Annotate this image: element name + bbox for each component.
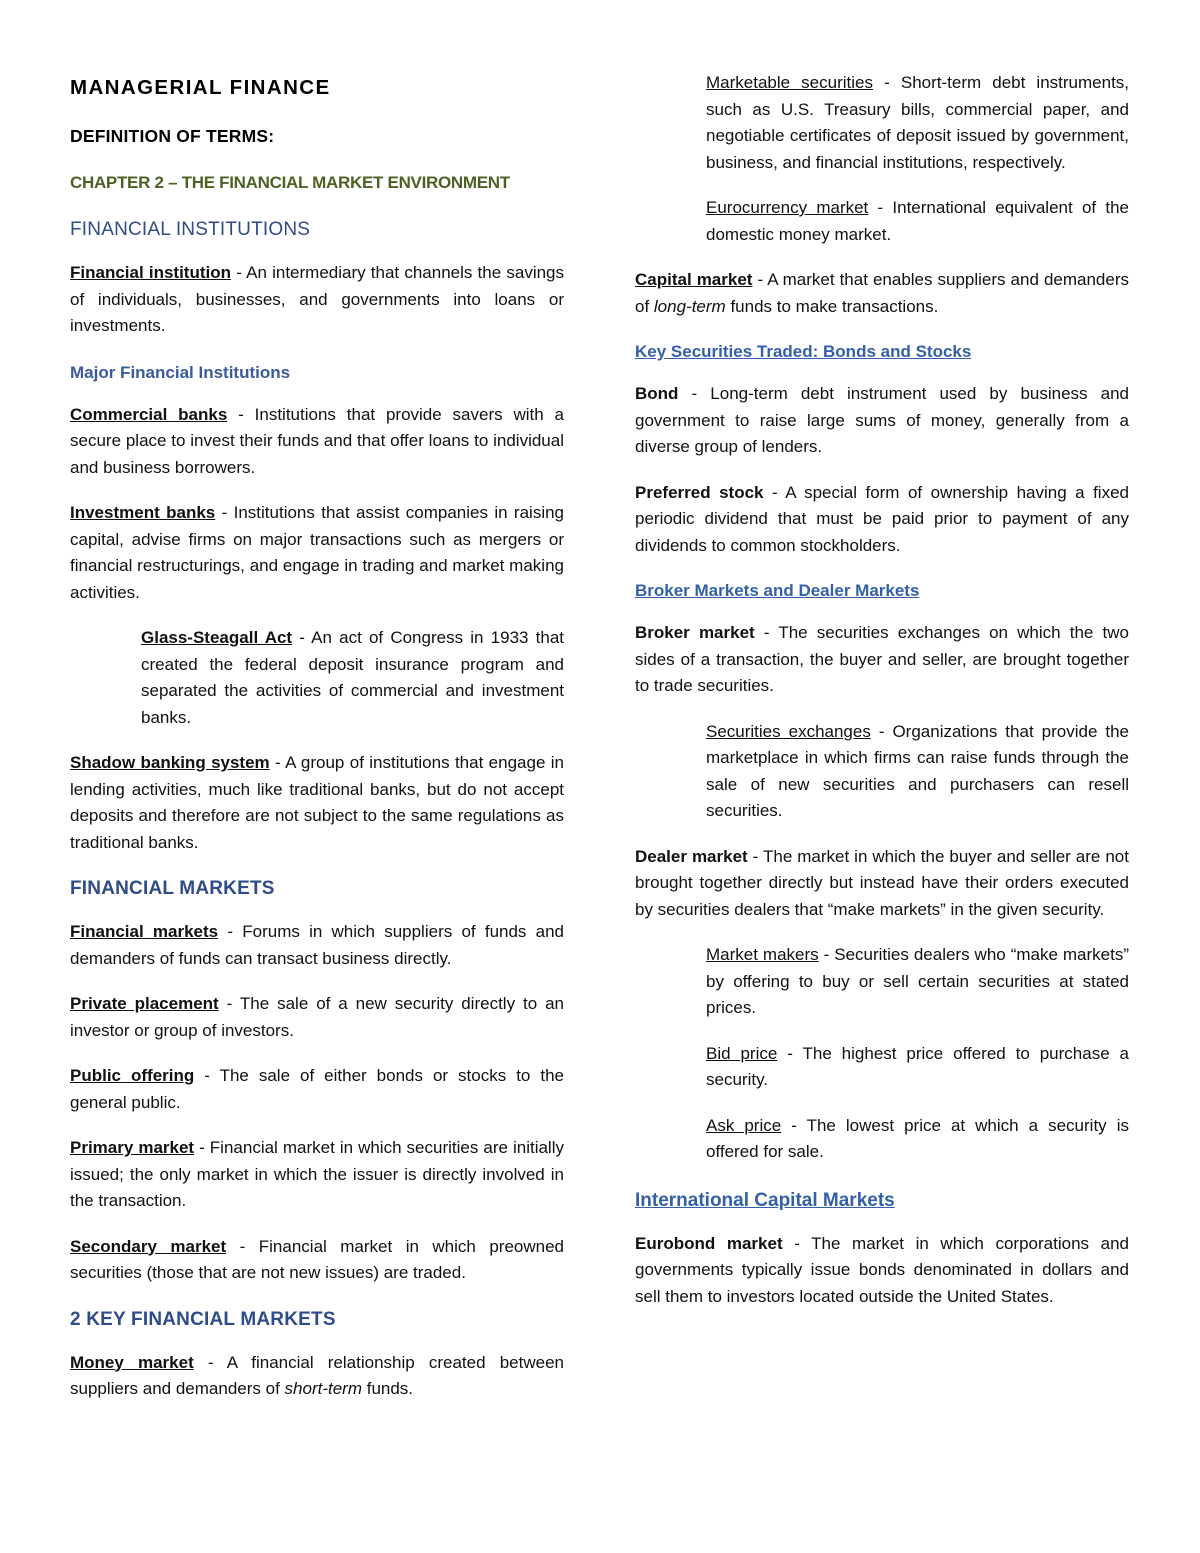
term-label: Financial markets — [70, 922, 219, 941]
term-separator: - — [193, 1352, 227, 1372]
term-definition: The market in which the buyer and seller are not brought together directly but instead have their orders executed by securities dealers that “make markets” in the given security. — [635, 846, 1129, 919]
term-definition: Organizations that provide the marketplace in which firms can raise funds through the sale of new securities and purchasers can resell securities. — [706, 721, 1129, 820]
term-separator: - — [781, 1115, 807, 1135]
definition-bid-price — [706, 1041, 1129, 1094]
term-separator: - — [782, 1233, 812, 1253]
term-separator: - — [218, 994, 240, 1013]
term-definition: An intermediary that channels the savings of individuals, businesses, and governments into loans or investments. — [70, 263, 565, 335]
term-label: Market makers — [706, 945, 819, 964]
document-title: MANAGERIAL FINANCE — [70, 76, 331, 99]
term-label: Primary market — [70, 1138, 195, 1157]
term-definition: The highest price offered to purchase a security. — [706, 1043, 1130, 1089]
term-definition: The lowest price at which a security is offered for sale. — [706, 1115, 1129, 1161]
term-definition: An act of Congress in 1933 that created the federal deposit insurance program and separated the activities of commercial and investment banks. — [141, 628, 564, 727]
term-separator: - — [227, 404, 255, 424]
term-definition: Institutions that provide savers with a secure place to invest their funds and that offer loans to individual and business borrowers. — [70, 404, 565, 477]
definition-commercial-banks — [70, 402, 564, 482]
term-label: Broker market — [635, 623, 755, 642]
term-label: Capital market — [635, 270, 753, 289]
definition-ask-price — [706, 1113, 1129, 1166]
term-label: Money market — [70, 1352, 194, 1372]
term-definition: The sale of a new security directly to an investor or group of investors. — [70, 994, 564, 1040]
term-label: Bond — [635, 384, 679, 403]
definition-bond — [635, 381, 1129, 461]
definition-private-placement — [70, 991, 564, 1044]
term-separator: - — [231, 263, 247, 282]
definition-eurocurrency-market — [706, 195, 1129, 248]
term-separator: - — [873, 73, 901, 92]
term-label: Public offering — [70, 1066, 195, 1085]
term-separator: - — [777, 1043, 803, 1063]
term-label: Private placement — [70, 994, 219, 1013]
term-definition: A special form of ownership having a fixed periodic dividend that must be paid prior to payment of any dividends to common stockholders. — [635, 482, 1129, 555]
term-separator: - — [747, 846, 763, 866]
term-definition: Long-term debt instrument used by business and government to raise large sums of money, generally from a diverse group of lenders. — [635, 384, 1130, 456]
definition-securities-exchanges — [706, 719, 1129, 825]
definition-marketable-securities — [706, 70, 1129, 176]
definition-shadow-banking-system — [70, 750, 564, 856]
term-label: Investment banks — [70, 503, 216, 522]
term-definition-end: funds. — [362, 1379, 414, 1398]
term-emphasis: long-term — [653, 296, 726, 316]
document-subtitle: DEFINITION OF TERMS: — [70, 126, 275, 146]
term-definition: A group of institutions that engage in lending activities, much like traditional banks, but do not accept deposits and therefore are not subject to the same regulations as traditional banks. — [70, 753, 564, 852]
term-definition: Financial market in which preowned securities (those that are not new issues) are traded. — [70, 1236, 564, 1282]
definition-investment-banks — [70, 500, 564, 606]
subsection-heading-major-institutions: Major Financial Institutions — [70, 362, 291, 382]
section-heading-key-financial-markets: 2 KEY FINANCIAL MARKETS — [70, 1308, 336, 1330]
definition-financial-institution — [70, 260, 564, 340]
term-separator: - — [269, 753, 286, 772]
term-definition: The sale of either bonds or stocks to the general public. — [70, 1066, 565, 1112]
term-label: Financial institution — [70, 263, 232, 282]
term-label: Eurobond market — [635, 1233, 783, 1253]
definition-preferred-stock — [635, 480, 1129, 560]
term-definition-end: funds to make transactions. — [725, 296, 939, 316]
section-heading-financial-markets: FINANCIAL MARKETS — [70, 878, 275, 899]
term-separator: - — [218, 922, 243, 941]
term-label: Eurocurrency market — [706, 198, 869, 217]
right-column — [635, 70, 1129, 1310]
term-separator: - — [870, 721, 893, 741]
term-definition: Institutions that assist companies in raising capital, advise firms on major transactions such as mergers or financial restructurings, and engage in trading and market making activities. — [70, 503, 565, 602]
term-separator: - — [194, 1066, 220, 1085]
term-separator: - — [215, 503, 234, 522]
term-label: Shadow banking system — [70, 753, 270, 772]
section-heading-financial-institutions: FINANCIAL INSTITUTIONS — [70, 219, 311, 240]
definition-market-makers — [706, 942, 1129, 1022]
definition-financial-markets — [70, 919, 564, 972]
definition-public-offering — [70, 1063, 564, 1116]
term-definition: Financial market in which securities are initially issued; the only market in which the issuer is directly involved in the transaction. — [70, 1138, 564, 1210]
subsection-heading-broker-dealer: Broker Markets and Dealer Markets — [635, 581, 920, 600]
definition-primary-market — [70, 1135, 564, 1215]
term-definition: Forums in which suppliers of funds and demanders of funds can transact business directly. — [70, 922, 565, 968]
term-label: Commercial banks — [70, 404, 228, 424]
term-separator: - — [763, 482, 786, 502]
definition-broker-market — [635, 620, 1129, 700]
term-label: Ask price — [706, 1115, 782, 1135]
term-definition: Short-term debt instruments, such as U.S. Treasury bills, commercial paper, and negotiable certificates of deposit issued by government, business, and financial institutions, respectively. — [706, 73, 1130, 172]
term-separator: - — [678, 384, 711, 403]
definition-dealer-market — [635, 844, 1129, 924]
chapter-heading: CHAPTER 2 – THE FINANCIAL MARKET ENVIRONMENT — [70, 173, 510, 192]
term-definition: The securities exchanges on which the two sides of a transaction, the buyer and seller, are brought together to trade securities. — [635, 623, 1129, 695]
term-definition: A market that enables suppliers and demanders of — [635, 270, 1129, 316]
definition-secondary-market — [70, 1234, 564, 1287]
term-separator: - — [292, 628, 312, 647]
term-label: Preferred stock — [635, 482, 764, 502]
term-label: Secondary market — [70, 1236, 227, 1256]
term-label: Glass-Steagall Act — [141, 628, 293, 647]
term-emphasis: short-term — [284, 1379, 362, 1398]
term-definition: International equivalent of the domestic money market. — [706, 198, 1129, 244]
term-separator: - — [868, 198, 893, 217]
definition-glass-steagall-act — [141, 625, 564, 731]
subsection-heading-key-securities: Key Securities Traded: Bonds and Stocks — [635, 342, 972, 361]
term-label: Dealer market — [635, 846, 748, 866]
definition-eurobond-market — [635, 1231, 1129, 1311]
term-separator: - — [818, 945, 835, 964]
left-column — [70, 72, 564, 1403]
term-label: Securities exchanges — [706, 721, 871, 741]
term-definition: A financial relationship created between suppliers and demanders of — [70, 1352, 564, 1398]
definition-money-market — [70, 1350, 564, 1403]
definition-capital-market — [635, 267, 1129, 320]
term-separator: - — [752, 270, 768, 289]
term-definition: The market in which corporations and governments typically issue bonds denominated in dollars and sell them to investors located outside the United States. — [635, 1233, 1129, 1306]
term-label: Bid price — [706, 1043, 778, 1063]
term-separator: - — [226, 1236, 259, 1256]
term-separator: - — [194, 1138, 210, 1157]
term-definition: Securities dealers who “make markets” by offering to buy or sell certain securities at stated prices. — [706, 945, 1129, 1017]
term-label: Marketable securities — [706, 73, 873, 92]
term-separator: - — [754, 623, 779, 642]
section-heading-international-capital-markets: International Capital Markets — [635, 1189, 895, 1211]
